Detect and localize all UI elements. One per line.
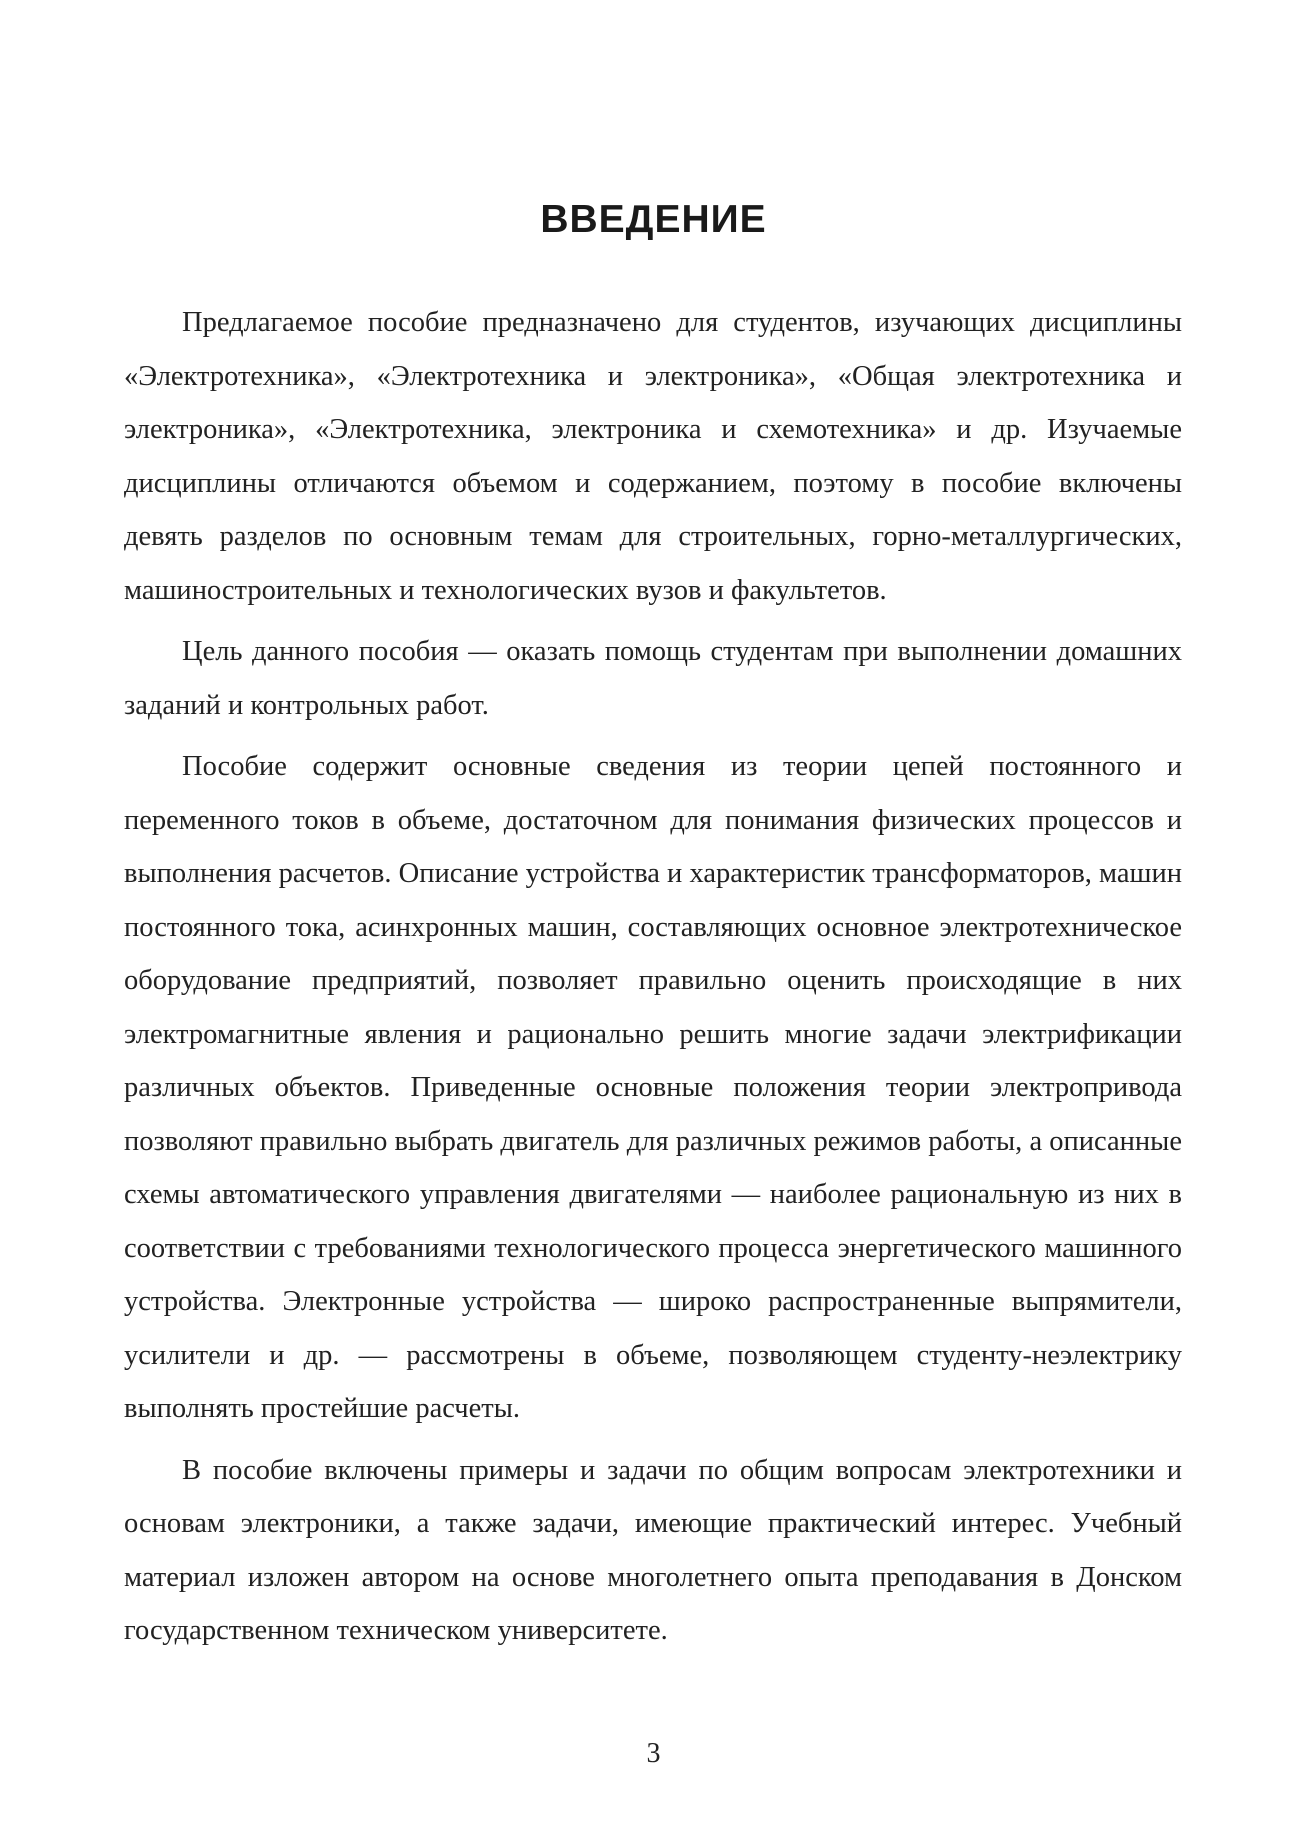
paragraph-4: В пособие включены примеры и задачи по общим вопросам электротехники и основам электроники, а также задачи, имеющие практический интерес. Учебный материал изложен автором на основе многолетнего опыта преподавания в Донском государственном техническом университете. [124,1454,1182,1646]
body-text [124,296,1182,1666]
paragraph-2: Цель данного пособия — оказать помощь студентам при выполнении домашних заданий и контрольных работ. [124,636,1182,721]
page-title: ВВЕДЕНИЕ [540,198,767,241]
paragraph-1: Предлагаемое пособие предназначено для студентов, изучающих дисциплины «Электротехника», «Электротехника и электроника», «Общая электротехника и электроника», «Электротехника, электроника и схемотехника» и др. Изучаемые дисциплины отличаются объемом и содержанием, поэтому в пособие включены девять разделов по основным темам для строительных, горно-металлургических, машиностроительных и технологических вузов и факультетов. [124,307,1182,606]
paragraph-3: Пособие содержит основные сведения из теории цепей постоянного и переменного токов в объеме, достаточном для понимания физических процессов и выполнения расчетов. Описание устройства и характеристик трансформаторов, машин постоянного тока, асинхронных машин, составляющих основное электротехническое оборудование предприятий, позволяет правильно оценить происходящие в них электромагнитные явления и рационально решить многие задачи электрификации различных объектов. Приведенные основные положения теории электропривода позволяют правильно выбрать двигатель для различных режимов работы, а описанные схемы автоматического управления двигателями — наиболее рациональную из них в соответствии с требованиями технологического процесса энергетического машинного устройства. Электронные устройства — широко распространенные выпрямители, усилители и др. — рассмотрены в объеме, позволяющем студенту-неэлектрику выполнять простейшие расчеты. [124,751,1182,1424]
page-number: 3 [646,1738,661,1769]
